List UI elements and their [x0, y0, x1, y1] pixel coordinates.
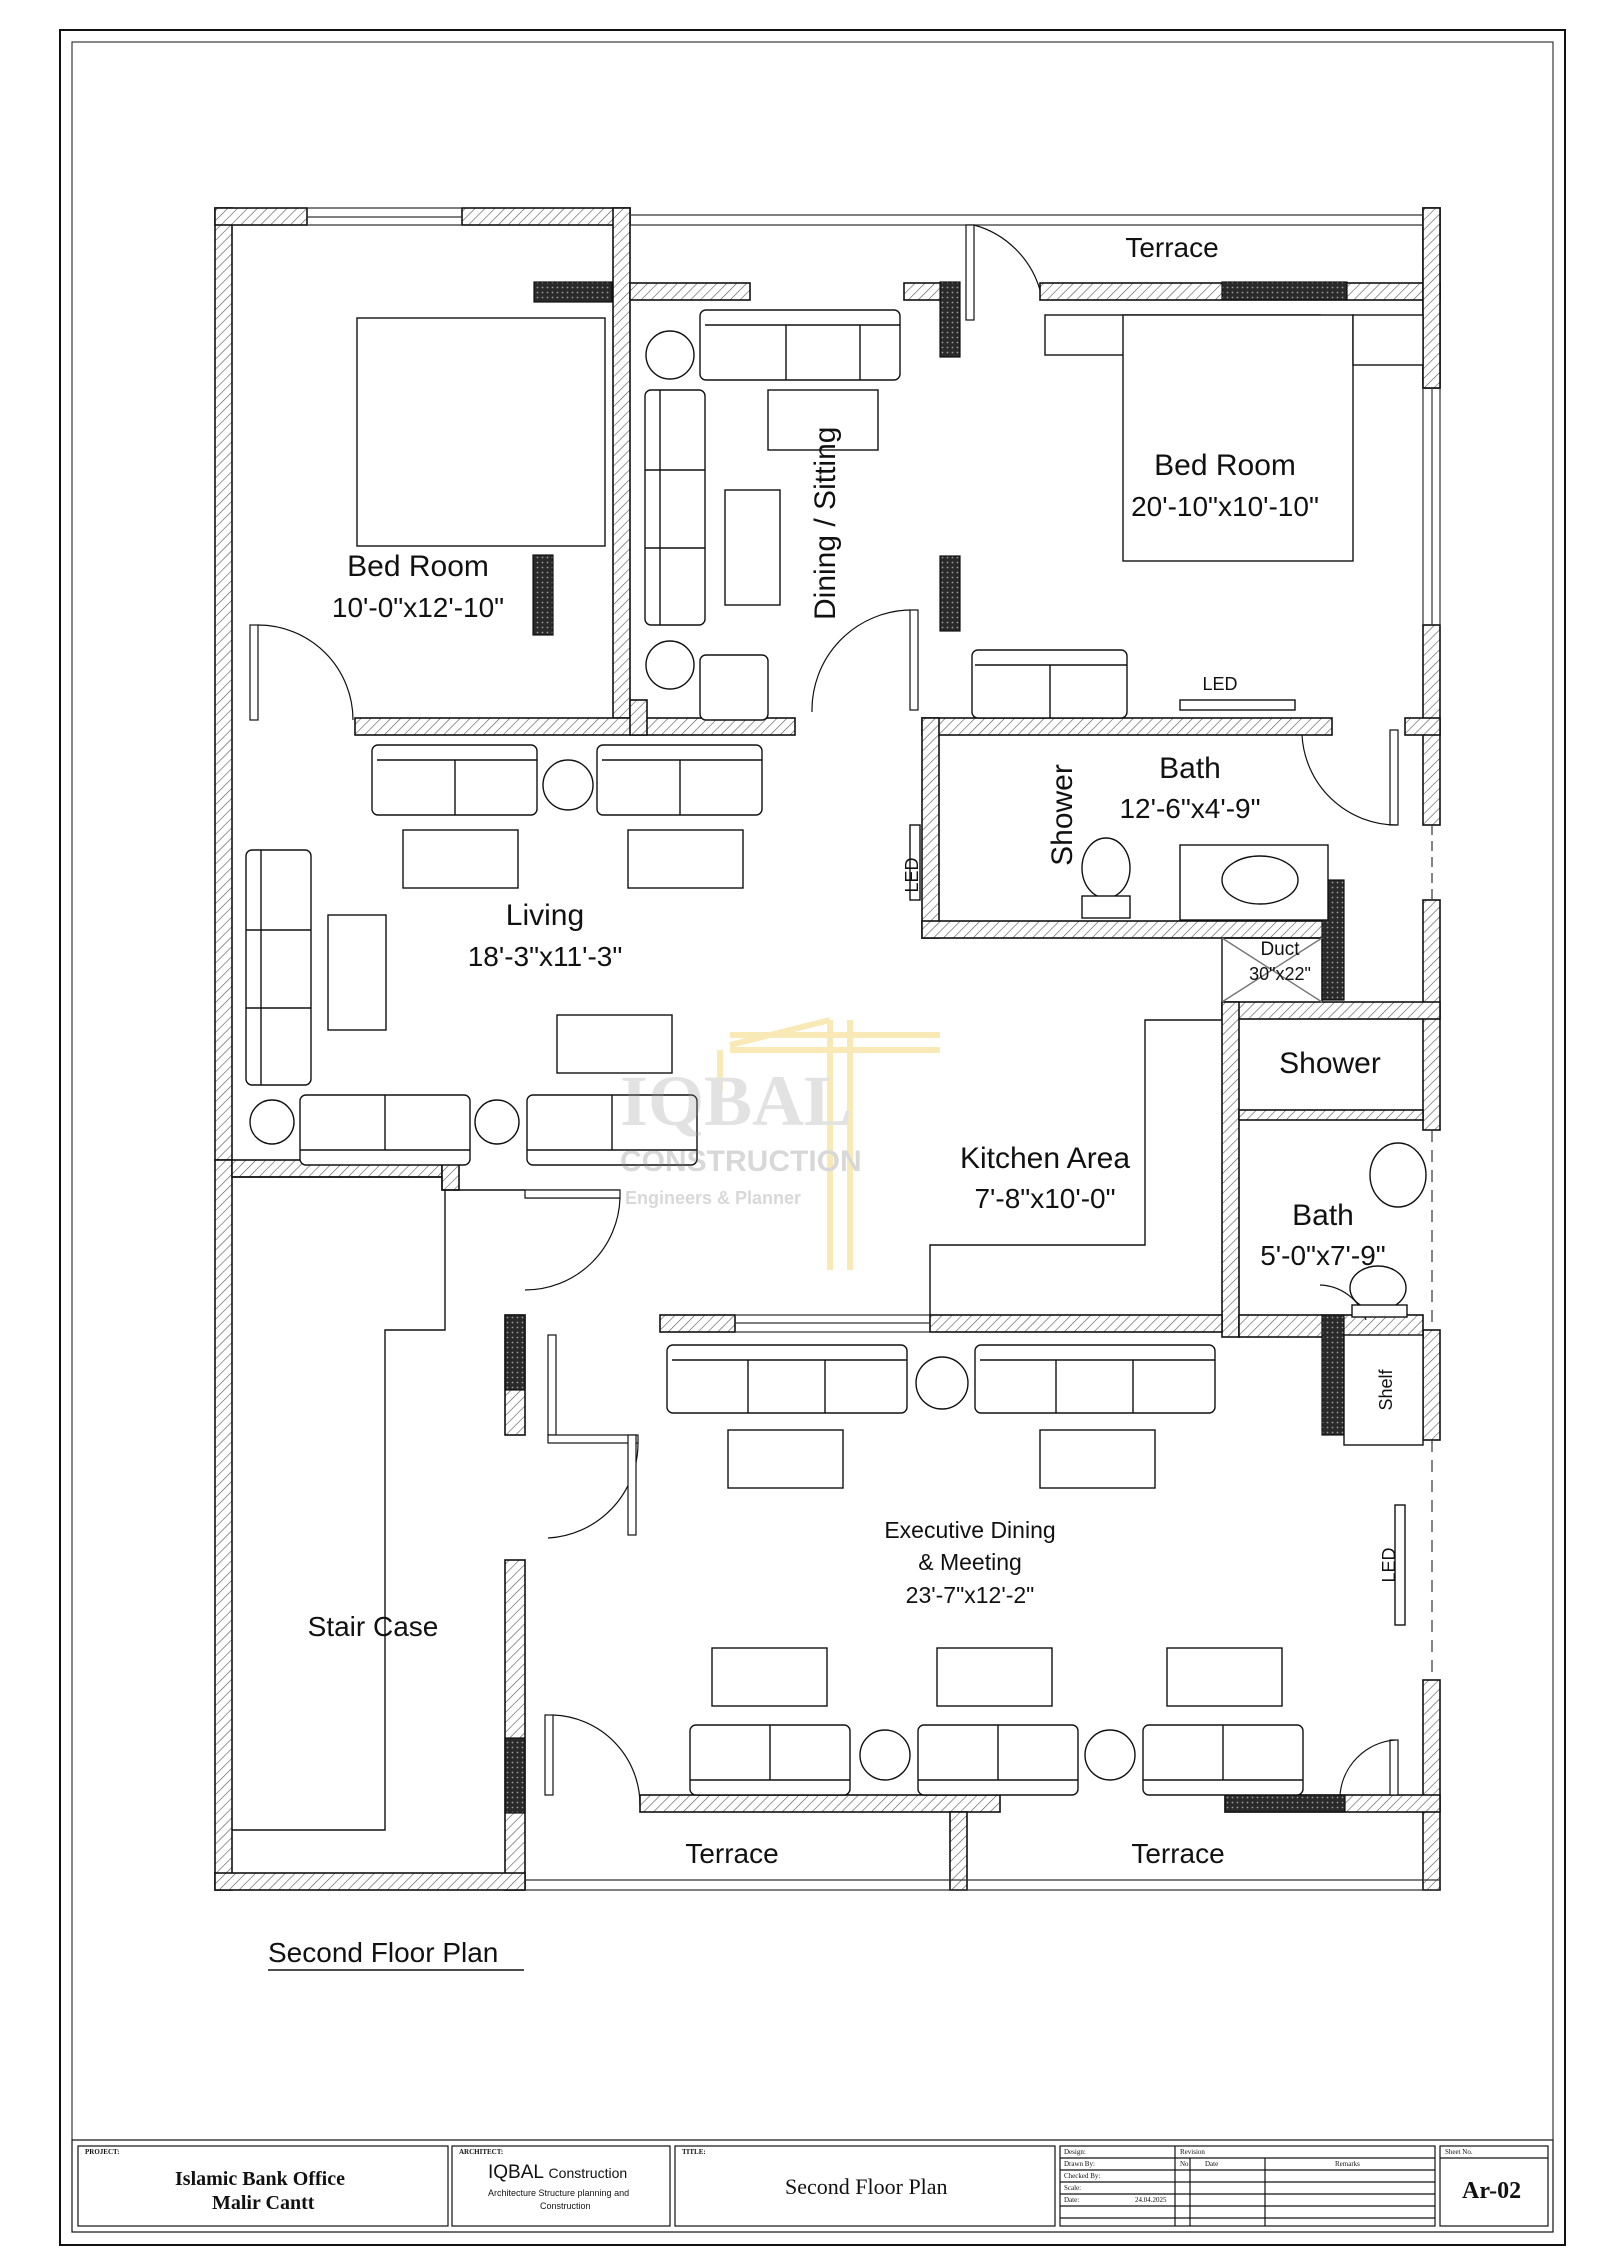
architect-tagline-2: Construction	[540, 2201, 591, 2211]
label-bed1-size: 10'-0"x12'-10"	[331, 592, 505, 623]
label-shelf: Shelf	[1376, 1369, 1396, 1411]
date-value: 24.04.2025	[1135, 2196, 1167, 2204]
label-exec-name: Executive Dining	[884, 1517, 1056, 1543]
label-bath1-size: 12'-6"x4'-9"	[1119, 793, 1261, 824]
label-kitchen-name: Kitchen Area	[959, 1142, 1131, 1175]
bed-1	[357, 318, 605, 546]
label-led-1: LED	[1202, 674, 1238, 694]
project-line1: Islamic Bank Office	[175, 2168, 345, 2190]
architect-brand-name: IQBAL	[488, 2162, 544, 2183]
watermark-line2: CONSTRUCTION	[620, 1145, 862, 1178]
label-bath1-name: Bath	[1159, 752, 1221, 785]
label-terrace-bl: Terrace	[685, 1838, 779, 1869]
architect-label: ARCHITECT:	[459, 2148, 504, 2156]
label-duct-name: Duct	[1260, 939, 1300, 960]
checked-by-label: Checked By:	[1064, 2172, 1101, 2180]
revision-label: Revision	[1180, 2148, 1205, 2156]
label-led-2: LED	[902, 857, 922, 893]
label-bed2-size: 20'-10"x10'-10"	[1131, 491, 1319, 522]
rev-no-label: No	[1180, 2160, 1189, 2168]
label-bed2-name: Bed Room	[1154, 449, 1296, 482]
label-bath2-name: Bath	[1292, 1199, 1354, 1232]
title-value: Second Floor Plan	[785, 2174, 948, 2199]
sheet-no-label: Sheet No.	[1445, 2148, 1473, 2156]
watermark	[610, 1000, 940, 1300]
label-terrace-top: Terrace	[1125, 232, 1219, 263]
label-shower2: Shower	[1279, 1047, 1381, 1080]
label-dining: Dining / Sitting	[809, 426, 842, 620]
label-terrace-br: Terrace	[1131, 1838, 1225, 1869]
plan-title: Second Floor Plan	[268, 1937, 499, 1968]
architect-tagline-1: Architecture Structure planning and	[488, 2188, 630, 2198]
sheet-no-value: Ar-02	[1462, 2178, 1522, 2204]
stair-outline	[232, 1177, 525, 1830]
rev-date-label: Date	[1205, 2160, 1219, 2168]
watermark-brand: IQBAL	[620, 1061, 853, 1141]
architect-brand	[488, 2162, 627, 2184]
label-led-3: LED	[1379, 1547, 1399, 1583]
project-line2: Malir Cantt	[212, 2192, 315, 2214]
label-duct-size: 30"x22"	[1249, 964, 1311, 984]
label-bed1-name: Bed Room	[347, 550, 489, 583]
label-shower1: Shower	[1046, 764, 1079, 866]
project-label: PROJECT:	[85, 2148, 120, 2156]
label-exec-size: 23'-7"x12'-2"	[905, 1582, 1035, 1608]
label-kitchen-size: 7'-8"x10'-0"	[974, 1183, 1116, 1214]
scale-label: Scale:	[1064, 2184, 1082, 2192]
rev-remarks-label: Remarks	[1335, 2160, 1360, 2168]
date-label: Date:	[1064, 2196, 1080, 2204]
title-label: TITLE:	[682, 2148, 706, 2156]
label-bath2-size: 5'-0"x7'-9"	[1260, 1240, 1386, 1271]
label-stair: Stair Case	[307, 1611, 439, 1642]
design-label: Design:	[1064, 2148, 1086, 2156]
bed-2-frame	[1123, 315, 1353, 561]
label-living-name: Living	[505, 899, 585, 932]
label-living-size: 18'-3"x11'-3"	[467, 941, 623, 972]
architect-brand-rest: Construction	[548, 2165, 628, 2181]
label-exec-name2: & Meeting	[918, 1549, 1022, 1575]
watermark-line3: Engineers & Planner	[625, 1188, 802, 1208]
drawn-by-label: Drawn By:	[1064, 2160, 1095, 2168]
